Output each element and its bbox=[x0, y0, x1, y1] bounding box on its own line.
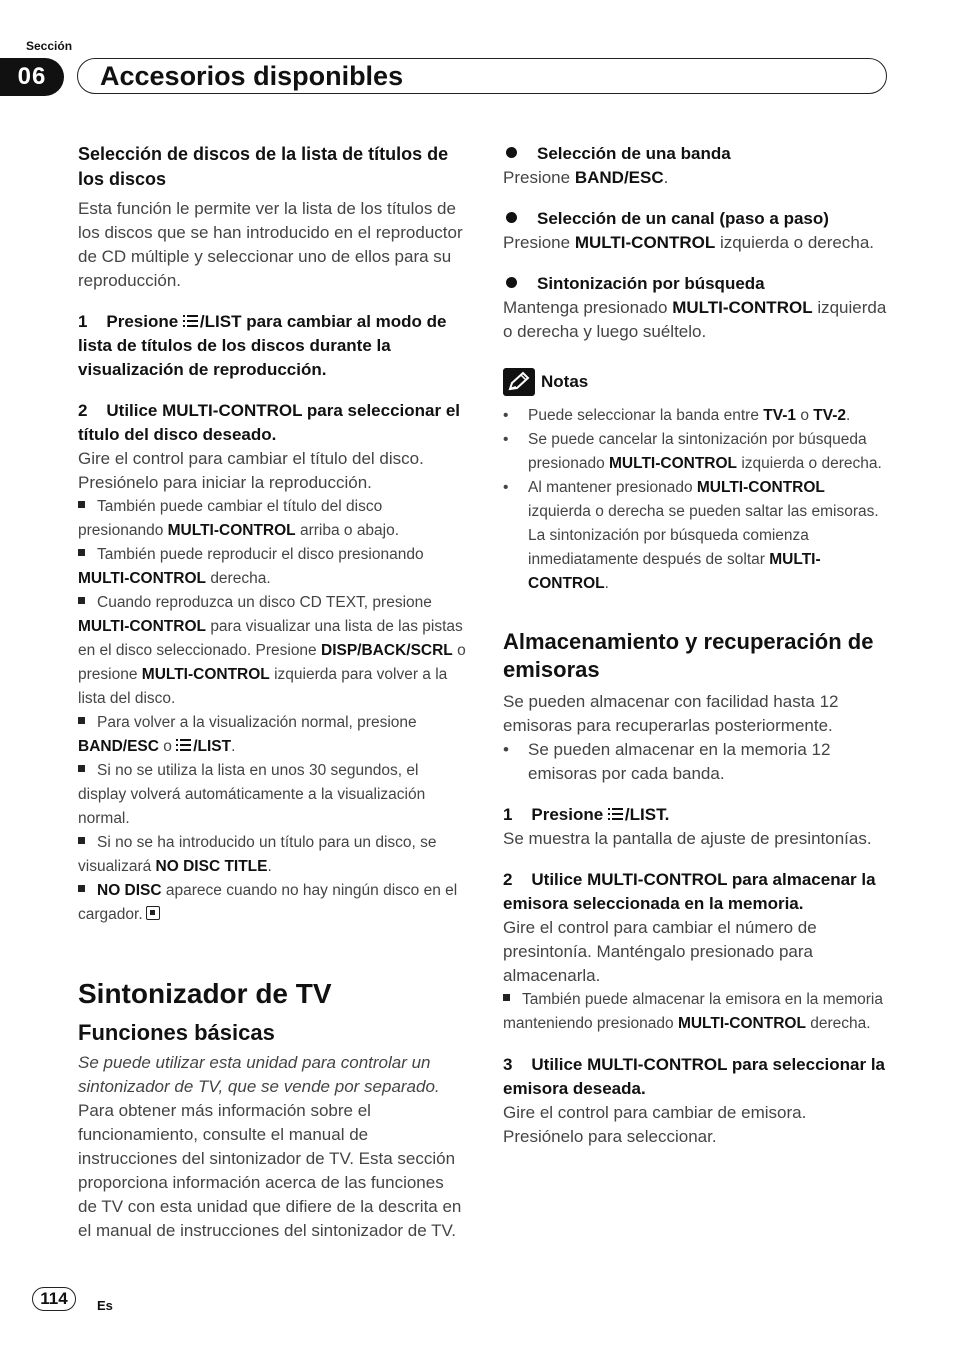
store-step-3-body: Gire el control para cambiar de emisora. Presiónelo para seleccionar. bbox=[503, 1103, 807, 1146]
store-note-text: También puede almacenar la emisora en la memoria manteniendo presionado bbox=[503, 991, 883, 1032]
note-3-end: izquierda para volver a la lista del disco. bbox=[78, 666, 448, 707]
store-dot-text: Se pueden almacenar en la memoria 12 emisoras por cada banda. bbox=[528, 740, 831, 783]
bullet-seek-body bbox=[503, 296, 891, 344]
channel-end: izquierda o derecha. bbox=[719, 233, 874, 252]
round-bullet-icon bbox=[506, 147, 517, 158]
store-step-1-text-a: Presione bbox=[531, 805, 604, 824]
tv-note-3 bbox=[503, 476, 891, 596]
basic-intro-italic: Se puede utilizar esta unidad para controlar un sintonizador de TV, que se vende por separado. bbox=[78, 1053, 440, 1096]
note-4-text-2: o bbox=[163, 738, 172, 755]
bullet-band bbox=[503, 142, 891, 166]
dot-bullet-icon: • bbox=[503, 407, 509, 424]
bullet-band-body bbox=[503, 166, 891, 190]
store-step-2-body: Gire el control para cambiar el número de presintonía. Manténgalo presionado para almacenarla. bbox=[503, 918, 817, 985]
note-7-bold: NO DISC bbox=[97, 882, 162, 899]
step-2-text: Utilice MULTI-CONTROL para seleccionar el título del disco deseado. bbox=[78, 401, 460, 444]
pencil-notes-icon bbox=[503, 368, 535, 396]
bullet-channel-body bbox=[503, 231, 891, 255]
section-number-badge: 06 bbox=[0, 58, 64, 96]
note-6-text: Si no se ha introducido un título para un disco, se visualizará bbox=[78, 834, 437, 875]
notes-label: Notas bbox=[541, 372, 589, 391]
tv-note-3-bold-2: MULTI-CONTROL bbox=[528, 551, 821, 592]
step-1-text-a: Presione bbox=[106, 312, 179, 331]
note-2 bbox=[78, 543, 466, 591]
basic-body: Para obtener más información sobre el funcionamiento, consulte el manual de instrucciones del sintonizador de TV. Esta sección proporciona información acerca de las funciones de TV con esta unidad que difiere de la descrita en el manual de instrucciones del sintonizador de TV. bbox=[78, 1101, 462, 1240]
note-3-bold-3: MULTI-CONTROL bbox=[141, 666, 270, 683]
square-bullet-icon bbox=[78, 597, 85, 604]
note-1-end: arriba o abajo. bbox=[299, 522, 400, 539]
notes-header bbox=[503, 368, 891, 396]
note-3-text-3: o presione bbox=[78, 642, 466, 683]
store-step-1-body: Se muestra la pantalla de ajuste de presintonías. bbox=[503, 829, 872, 848]
heading-disc-list: Selección de discos de la lista de títulos de los discos bbox=[78, 144, 449, 189]
tv-note-2 bbox=[503, 428, 891, 476]
note-5 bbox=[78, 759, 466, 831]
square-bullet-icon bbox=[78, 549, 85, 556]
note-4-bold-1: BAND/ESC bbox=[78, 738, 159, 755]
store-intro: Se pueden almacenar con facilidad hasta 12 emisoras para recuperarlas posteriormente. bbox=[503, 692, 839, 735]
note-6 bbox=[78, 831, 466, 879]
store-step-3-text: Utilice MULTI-CONTROL para seleccionar la emisora deseada. bbox=[503, 1055, 885, 1098]
note-2-end: derecha. bbox=[210, 570, 271, 587]
store-step-3 bbox=[503, 1053, 891, 1101]
tv-note-3-end: . bbox=[604, 575, 609, 592]
band-bold: BAND/ESC bbox=[574, 168, 664, 187]
list-icon bbox=[176, 738, 191, 752]
seek-text: Mantenga presionado bbox=[503, 298, 668, 317]
bullet-seek-head: Sintonización por búsqueda bbox=[537, 274, 765, 293]
note-3-text: Cuando reproduzca un disco CD TEXT, presione bbox=[97, 594, 432, 611]
note-4 bbox=[78, 711, 466, 759]
dot-bullet-icon: • bbox=[503, 740, 509, 759]
bullet-channel-head: Selección de un canal (paso a paso) bbox=[537, 209, 829, 228]
seek-bold: MULTI-CONTROL bbox=[672, 298, 813, 317]
band-end: . bbox=[663, 168, 669, 187]
store-note-end: derecha. bbox=[810, 1015, 871, 1032]
round-bullet-icon bbox=[506, 277, 517, 288]
dot-bullet-icon: • bbox=[503, 479, 509, 496]
heading-basic-functions: Funciones básicas bbox=[78, 1020, 275, 1045]
note-3-bold-2: DISP/BACK/SCRL bbox=[321, 642, 453, 659]
store-step-2-text: Utilice MULTI-CONTROL para almacenar la emisora seleccionada en la memoria. bbox=[503, 870, 876, 913]
tv-note-1-text: Puede seleccionar la banda entre bbox=[528, 407, 759, 424]
step-2-body: Gire el control para cambiar el título del disco. Presiónelo para iniciar la reproducción. bbox=[78, 449, 424, 492]
square-bullet-icon bbox=[78, 717, 85, 724]
note-4-bold-2: /LIST bbox=[193, 738, 232, 755]
dot-bullet-icon: • bbox=[503, 431, 509, 448]
tv-note-1-end: . bbox=[845, 407, 851, 424]
heading-store-recall: Almacenamiento y recuperación de emisoras bbox=[503, 629, 874, 682]
step-2-number: 2 bbox=[78, 401, 88, 420]
tv-note-1-bold-2: TV-2 bbox=[813, 407, 846, 424]
note-7 bbox=[78, 879, 466, 927]
list-icon bbox=[183, 314, 198, 328]
page-language: Es bbox=[97, 1298, 113, 1313]
seek-end: izquierda o derecha y luego suéltelo. bbox=[503, 298, 887, 341]
bullet-band-head: Selección de una banda bbox=[537, 144, 731, 163]
note-3 bbox=[78, 591, 466, 711]
heading-tv-tuner: Sintonizador de TV bbox=[78, 978, 332, 1009]
channel-bold: MULTI-CONTROL bbox=[574, 233, 716, 252]
note-4-text: Para volver a la visualización normal, presione bbox=[97, 714, 417, 731]
note-3-text-2: para visualizar una lista de las pistas en el disco seleccionado. Presione bbox=[78, 618, 463, 659]
page-title: Accesorios disponibles bbox=[100, 61, 404, 91]
left-column bbox=[78, 142, 466, 1243]
store-step-1 bbox=[503, 803, 891, 827]
store-step-2-number: 2 bbox=[503, 870, 513, 889]
step-1-number: 1 bbox=[78, 312, 88, 331]
bullet-channel bbox=[503, 207, 891, 231]
tv-note-2-end: izquierda o derecha. bbox=[741, 455, 882, 472]
note-3-bold-1: MULTI-CONTROL bbox=[78, 618, 206, 635]
tv-note-1-bold-1: TV-1 bbox=[763, 407, 796, 424]
round-bullet-icon bbox=[506, 212, 517, 223]
tv-note-3-bold-1: MULTI-CONTROL bbox=[696, 479, 825, 496]
note-5-text: Si no se utiliza la lista en unos 30 segundos, el display volverá automáticamente a la visualización normal. bbox=[78, 762, 426, 827]
right-column bbox=[503, 142, 891, 1149]
tv-note-2-text: Se puede cancelar la sintonización por búsqueda presionado bbox=[528, 431, 867, 472]
square-bullet-icon bbox=[78, 837, 85, 844]
tv-note-1-text-2: o bbox=[800, 407, 809, 424]
page-number: 114 bbox=[32, 1287, 76, 1311]
square-bullet-icon bbox=[78, 885, 85, 892]
note-2-text: También puede reproducir el disco presionando bbox=[97, 546, 424, 563]
note-1-bold: MULTI-CONTROL bbox=[167, 522, 296, 539]
note-6-bold: NO DISC TITLE bbox=[155, 858, 268, 875]
list-icon bbox=[608, 807, 623, 821]
square-bullet-icon bbox=[78, 765, 85, 772]
store-step-2 bbox=[503, 868, 891, 916]
square-bullet-icon bbox=[78, 501, 85, 508]
note-4-end: . bbox=[231, 738, 236, 755]
note-7-text: aparece cuando no hay ningún disco en el cargador. bbox=[78, 882, 458, 923]
store-dot-item bbox=[503, 738, 891, 786]
bullet-seek bbox=[503, 272, 891, 296]
store-step-1-number: 1 bbox=[503, 805, 513, 824]
tv-note-3-text: Al mantener presionado bbox=[528, 479, 693, 496]
store-step-2-note bbox=[503, 988, 891, 1036]
note-2-bold: MULTI-CONTROL bbox=[78, 570, 206, 587]
note-1 bbox=[78, 495, 466, 543]
step-1 bbox=[78, 310, 466, 382]
square-bullet-icon bbox=[503, 994, 510, 1001]
band-text: Presione bbox=[503, 168, 571, 187]
step-1-text-b: /LIST para cambiar al modo de lista de títulos de los discos durante la visualización de reproducción. bbox=[78, 312, 447, 379]
channel-text: Presione bbox=[503, 233, 571, 252]
step-2 bbox=[78, 399, 466, 447]
tv-note-2-bold: MULTI-CONTROL bbox=[609, 455, 738, 472]
section-label: Sección bbox=[26, 39, 73, 53]
tv-note-3-text-2: izquierda o derecha se pueden saltar las emisoras. La sintonización por búsqueda comienza inmediatamente después de soltar bbox=[528, 503, 879, 568]
end-mark-icon bbox=[146, 906, 160, 920]
tv-note-1 bbox=[503, 404, 891, 428]
store-step-3-number: 3 bbox=[503, 1055, 513, 1074]
note-1-text: También puede cambiar el título del disco presionando bbox=[78, 498, 383, 539]
store-step-1-text-b: /LIST. bbox=[624, 805, 670, 824]
disc-list-intro: Esta función le permite ver la lista de los títulos de los discos que se han introducido en el reproductor de CD múltiple y seleccionar uno de ellos para su reproducción. bbox=[78, 199, 463, 290]
note-6-end: . bbox=[267, 858, 272, 875]
store-note-bold: MULTI-CONTROL bbox=[677, 1015, 806, 1032]
